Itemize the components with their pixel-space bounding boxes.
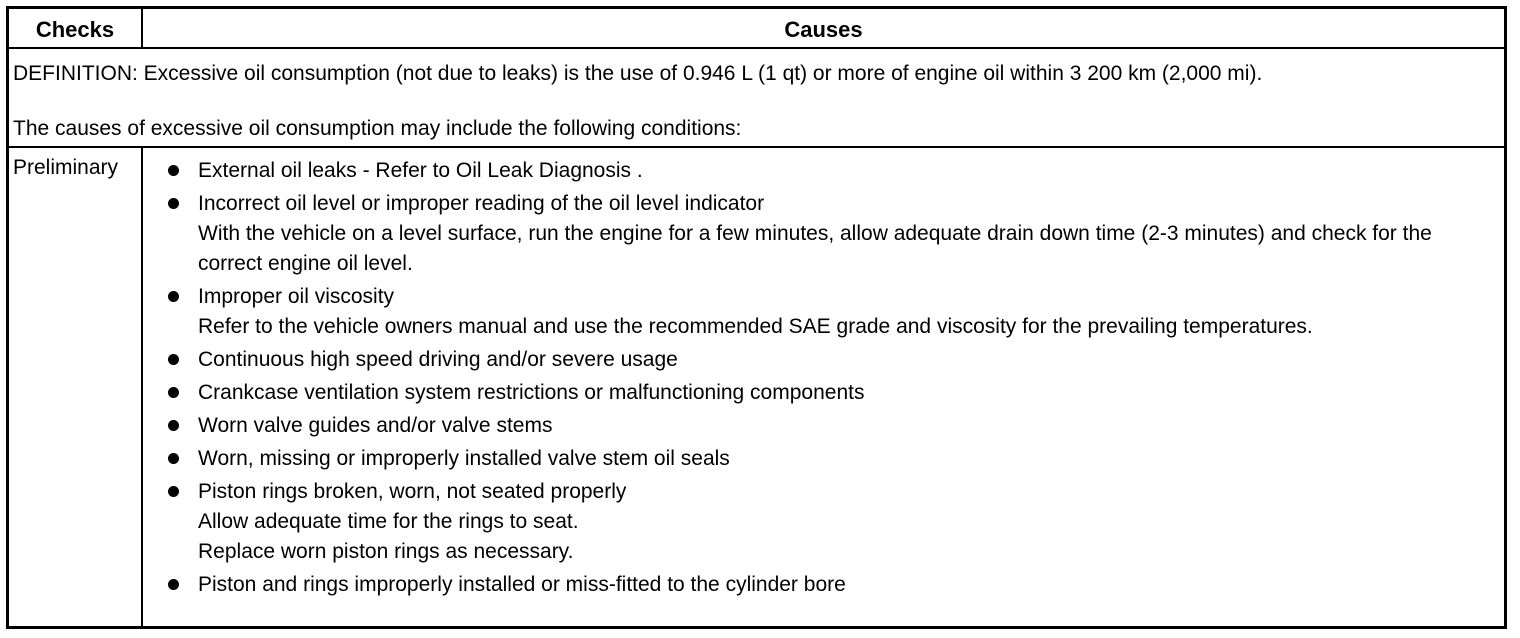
item-text: Crankcase ventilation system restrictions or malfunctioning components: [198, 381, 865, 404]
list-item: [143, 411, 1504, 441]
item-text: Piston rings broken, worn, not seated properly: [198, 480, 627, 503]
diagnosis-table: [6, 6, 1507, 629]
list-item: [143, 189, 1504, 279]
item-text: Improper oil viscosity: [198, 285, 395, 308]
list-item: [143, 570, 1504, 600]
definition-text: DEFINITION: Excessive oil consumption (not due to leaks) is the use of 0.946 L (1 qt) or more of engine oil within 3 200 km (2,000 mi).: [13, 62, 1263, 85]
definition-row: [9, 49, 1504, 148]
list-item: [143, 378, 1504, 408]
check-label: Preliminary: [9, 148, 143, 626]
bullet-icon: [168, 165, 179, 176]
item-detail: With the vehicle on a level surface, run the engine for a few minutes, allow adequate drain down time (2-3 minutes) and check for the correct engine oil level.: [198, 222, 1432, 275]
bullet-icon: [168, 420, 179, 431]
item-text: Incorrect oil level or improper reading of the oil level indicator: [198, 192, 765, 215]
item-text: Worn, missing or improperly installed valve stem oil seals: [198, 447, 730, 470]
item-text: External oil leaks - Refer to Oil Leak Diagnosis .: [198, 159, 643, 182]
causes-list: [143, 156, 1504, 600]
table-header-row: [9, 9, 1504, 49]
bullet-icon: [168, 198, 179, 209]
bullet-icon: [168, 486, 179, 497]
list-item: [143, 444, 1504, 474]
causes-column-header: Causes: [784, 17, 863, 42]
list-item: [143, 156, 1504, 186]
item-text: Piston and rings improperly installed or miss-fitted to the cylinder bore: [198, 573, 846, 596]
preliminary-row: [9, 148, 1504, 626]
causes-cell: [143, 148, 1504, 626]
list-item: [143, 477, 1504, 567]
list-item: [143, 282, 1504, 342]
item-text: Worn valve guides and/or valve stems: [198, 414, 553, 437]
list-item: [143, 345, 1504, 375]
checks-column-header: Checks: [9, 9, 143, 49]
bullet-icon: [168, 579, 179, 590]
bullet-icon: [168, 453, 179, 464]
item-text: Continuous high speed driving and/or severe usage: [198, 348, 678, 371]
item-detail: Replace worn piston rings as necessary.: [198, 540, 574, 563]
bullet-icon: [168, 387, 179, 398]
item-detail: Refer to the vehicle owners manual and use the recommended SAE grade and viscosity for the prevailing temperatures.: [198, 315, 1313, 338]
intro-text: The causes of excessive oil consumption may include the following conditions:: [13, 117, 742, 140]
bullet-icon: [168, 291, 179, 302]
item-detail: Allow adequate time for the rings to seat.: [198, 510, 579, 533]
bullet-icon: [168, 354, 179, 365]
